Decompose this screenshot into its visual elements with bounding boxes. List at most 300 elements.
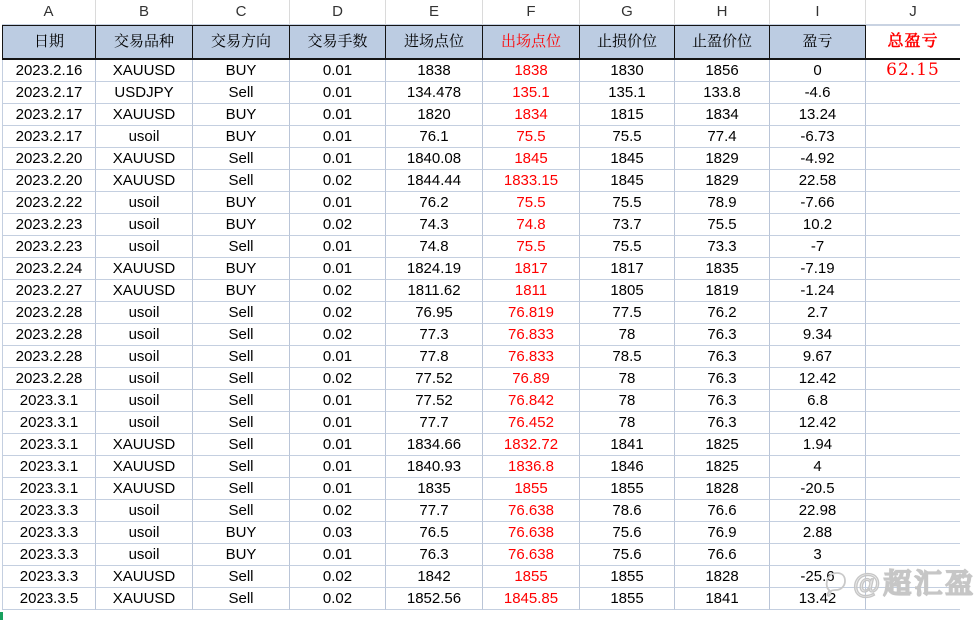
cell-G23[interactable]: 75.6 — [580, 544, 675, 566]
cell-D3[interactable]: 0.01 — [290, 104, 386, 126]
cell-I3[interactable]: 13.24 — [770, 104, 866, 126]
cell-B15[interactable]: usoil — [96, 368, 193, 390]
cell-B9[interactable]: usoil — [96, 236, 193, 258]
cell-B25[interactable]: XAUUSD — [96, 588, 193, 610]
cell-H16[interactable]: 76.3 — [675, 390, 770, 412]
cell-G22[interactable]: 75.6 — [580, 522, 675, 544]
cell-G25[interactable]: 1855 — [580, 588, 675, 610]
bottom-left-marker — [0, 612, 3, 620]
cell-I6[interactable]: 22.58 — [770, 170, 866, 192]
cell-E23[interactable]: 76.3 — [386, 544, 483, 566]
cell-I4[interactable]: -6.73 — [770, 126, 866, 148]
cell-E6[interactable]: 1844.44 — [386, 170, 483, 192]
cell-H14[interactable]: 76.3 — [675, 346, 770, 368]
cell-C5[interactable]: Sell — [193, 148, 290, 170]
table-row — [2, 126, 960, 148]
cell-B6[interactable]: XAUUSD — [96, 170, 193, 192]
cell-C14[interactable]: Sell — [193, 346, 290, 368]
cell-B14[interactable]: usoil — [96, 346, 193, 368]
cell-D1[interactable]: 0.01 — [290, 60, 386, 82]
cell-G7[interactable]: 75.5 — [580, 192, 675, 214]
cell-J3[interactable] — [866, 104, 960, 126]
cell-D12[interactable]: 0.02 — [290, 302, 386, 324]
header-col-C[interactable]: 交易方向 — [193, 25, 290, 60]
cell-A11[interactable]: 2023.2.27 — [2, 280, 96, 302]
cell-H1[interactable]: 1856 — [675, 60, 770, 82]
cell-I23[interactable]: 3 — [770, 544, 866, 566]
cell-A8[interactable]: 2023.2.23 — [2, 214, 96, 236]
cell-G24[interactable]: 1855 — [580, 566, 675, 588]
table-row — [2, 302, 960, 324]
cell-F15[interactable]: 76.89 — [483, 368, 580, 390]
cell-G14[interactable]: 78.5 — [580, 346, 675, 368]
cell-H9[interactable]: 73.3 — [675, 236, 770, 258]
cell-C10[interactable]: BUY — [193, 258, 290, 280]
cell-D8[interactable]: 0.02 — [290, 214, 386, 236]
cell-I24[interactable]: -25.6 — [770, 566, 866, 588]
cell-A12[interactable]: 2023.2.28 — [2, 302, 96, 324]
column-letter-G[interactable]: G — [580, 0, 675, 25]
cell-D5[interactable]: 0.01 — [290, 148, 386, 170]
cell-B24[interactable]: XAUUSD — [96, 566, 193, 588]
cell-I7[interactable]: -7.66 — [770, 192, 866, 214]
cell-E24[interactable]: 1842 — [386, 566, 483, 588]
cell-H12[interactable]: 76.2 — [675, 302, 770, 324]
cell-F20[interactable]: 1855 — [483, 478, 580, 500]
table-row — [2, 588, 960, 610]
cell-G5[interactable]: 1845 — [580, 148, 675, 170]
cell-E19[interactable]: 1840.93 — [386, 456, 483, 478]
table-row — [2, 170, 960, 192]
cell-A23[interactable]: 2023.3.3 — [2, 544, 96, 566]
table-row — [2, 368, 960, 390]
cell-F16[interactable]: 76.842 — [483, 390, 580, 412]
cell-I13[interactable]: 9.34 — [770, 324, 866, 346]
cell-I16[interactable]: 6.8 — [770, 390, 866, 412]
cell-F3[interactable]: 1834 — [483, 104, 580, 126]
cell-D11[interactable]: 0.02 — [290, 280, 386, 302]
cell-D4[interactable]: 0.01 — [290, 126, 386, 148]
cell-B20[interactable]: XAUUSD — [96, 478, 193, 500]
cell-F4[interactable]: 75.5 — [483, 126, 580, 148]
cell-I22[interactable]: 2.88 — [770, 522, 866, 544]
cell-F24[interactable]: 1855 — [483, 566, 580, 588]
cell-J8[interactable] — [866, 214, 960, 236]
cell-C17[interactable]: Sell — [193, 412, 290, 434]
table-body — [2, 60, 960, 610]
cell-A3[interactable]: 2023.2.17 — [2, 104, 96, 126]
cell-B3[interactable]: XAUUSD — [96, 104, 193, 126]
column-letter-D[interactable]: D — [290, 0, 386, 25]
cell-J6[interactable] — [866, 170, 960, 192]
cell-J19[interactable] — [866, 456, 960, 478]
cell-G19[interactable]: 1846 — [580, 456, 675, 478]
cell-F21[interactable]: 76.638 — [483, 500, 580, 522]
cell-F9[interactable]: 75.5 — [483, 236, 580, 258]
cell-I25[interactable]: 13.42 — [770, 588, 866, 610]
column-letter-J[interactable]: J — [866, 0, 960, 25]
cell-J4[interactable] — [866, 126, 960, 148]
cell-E11[interactable]: 1811.62 — [386, 280, 483, 302]
cell-G18[interactable]: 1841 — [580, 434, 675, 456]
table-row — [2, 324, 960, 346]
cell-D9[interactable]: 0.01 — [290, 236, 386, 258]
spreadsheet — [2, 0, 960, 610]
table-row — [2, 214, 960, 236]
cell-B12[interactable]: usoil — [96, 302, 193, 324]
cell-A24[interactable]: 2023.3.3 — [2, 566, 96, 588]
total-profit-value[interactable]: 62.15 — [866, 60, 960, 82]
cell-D20[interactable]: 0.01 — [290, 478, 386, 500]
cell-H3[interactable]: 1834 — [675, 104, 770, 126]
table-row — [2, 280, 960, 302]
cell-A14[interactable]: 2023.2.28 — [2, 346, 96, 368]
cell-B7[interactable]: usoil — [96, 192, 193, 214]
cell-B17[interactable]: usoil — [96, 412, 193, 434]
cell-H15[interactable]: 76.3 — [675, 368, 770, 390]
cell-D16[interactable]: 0.01 — [290, 390, 386, 412]
cell-A2[interactable]: 2023.2.17 — [2, 82, 96, 104]
cell-B5[interactable]: XAUUSD — [96, 148, 193, 170]
cell-I21[interactable]: 22.98 — [770, 500, 866, 522]
cell-G2[interactable]: 135.1 — [580, 82, 675, 104]
cell-C19[interactable]: Sell — [193, 456, 290, 478]
cell-A16[interactable]: 2023.3.1 — [2, 390, 96, 412]
cell-F11[interactable]: 1811 — [483, 280, 580, 302]
cell-H2[interactable]: 133.8 — [675, 82, 770, 104]
table-row — [2, 192, 960, 214]
cell-C15[interactable]: Sell — [193, 368, 290, 390]
cell-J25[interactable] — [866, 588, 960, 610]
cell-C12[interactable]: Sell — [193, 302, 290, 324]
cell-B4[interactable]: usoil — [96, 126, 193, 148]
cell-I15[interactable]: 12.42 — [770, 368, 866, 390]
cell-G17[interactable]: 78 — [580, 412, 675, 434]
cell-D14[interactable]: 0.01 — [290, 346, 386, 368]
cell-H8[interactable]: 75.5 — [675, 214, 770, 236]
table-row — [2, 434, 960, 456]
cell-B1[interactable]: XAUUSD — [96, 60, 193, 82]
cell-B16[interactable]: usoil — [96, 390, 193, 412]
cell-G10[interactable]: 1817 — [580, 258, 675, 280]
column-letter-H[interactable]: H — [675, 0, 770, 25]
cell-J21[interactable] — [866, 500, 960, 522]
cell-H19[interactable]: 1825 — [675, 456, 770, 478]
cell-E7[interactable]: 76.2 — [386, 192, 483, 214]
cell-E21[interactable]: 77.7 — [386, 500, 483, 522]
cell-H7[interactable]: 78.9 — [675, 192, 770, 214]
table-row — [2, 522, 960, 544]
table-row — [2, 104, 960, 126]
cell-E13[interactable]: 77.3 — [386, 324, 483, 346]
cell-I14[interactable]: 9.67 — [770, 346, 866, 368]
cell-E3[interactable]: 1820 — [386, 104, 483, 126]
cell-F2[interactable]: 135.1 — [483, 82, 580, 104]
cell-G12[interactable]: 77.5 — [580, 302, 675, 324]
cell-F1[interactable]: 1838 — [483, 60, 580, 82]
cell-E16[interactable]: 77.52 — [386, 390, 483, 412]
cell-J22[interactable] — [866, 522, 960, 544]
cell-G1[interactable]: 1830 — [580, 60, 675, 82]
cell-J5[interactable] — [866, 148, 960, 170]
cell-C2[interactable]: Sell — [193, 82, 290, 104]
cell-E22[interactable]: 76.5 — [386, 522, 483, 544]
column-letters-row — [2, 0, 960, 25]
column-letter-E[interactable]: E — [386, 0, 483, 25]
table-row — [2, 566, 960, 588]
cell-B10[interactable]: XAUUSD — [96, 258, 193, 280]
cell-D18[interactable]: 0.01 — [290, 434, 386, 456]
cell-I11[interactable]: -1.24 — [770, 280, 866, 302]
cell-J14[interactable] — [866, 346, 960, 368]
cell-B23[interactable]: usoil — [96, 544, 193, 566]
cell-C1[interactable]: BUY — [193, 60, 290, 82]
cell-C7[interactable]: BUY — [193, 192, 290, 214]
cell-H10[interactable]: 1835 — [675, 258, 770, 280]
cell-J2[interactable] — [866, 82, 960, 104]
cell-D17[interactable]: 0.01 — [290, 412, 386, 434]
cell-A4[interactable]: 2023.2.17 — [2, 126, 96, 148]
table-row — [2, 412, 960, 434]
cell-E8[interactable]: 74.3 — [386, 214, 483, 236]
cell-A17[interactable]: 2023.3.1 — [2, 412, 96, 434]
cell-E1[interactable]: 1838 — [386, 60, 483, 82]
column-letter-F[interactable]: F — [483, 0, 580, 25]
cell-G13[interactable]: 78 — [580, 324, 675, 346]
cell-E18[interactable]: 1834.66 — [386, 434, 483, 456]
cell-E2[interactable]: 134.478 — [386, 82, 483, 104]
cell-A18[interactable]: 2023.3.1 — [2, 434, 96, 456]
cell-E12[interactable]: 76.95 — [386, 302, 483, 324]
cell-A19[interactable]: 2023.3.1 — [2, 456, 96, 478]
cell-E5[interactable]: 1840.08 — [386, 148, 483, 170]
cell-J20[interactable] — [866, 478, 960, 500]
header-col-H[interactable]: 止盈价位 — [675, 25, 770, 60]
cell-E15[interactable]: 77.52 — [386, 368, 483, 390]
cell-C9[interactable]: Sell — [193, 236, 290, 258]
cell-J11[interactable] — [866, 280, 960, 302]
cell-I2[interactable]: -4.6 — [770, 82, 866, 104]
cell-D21[interactable]: 0.02 — [290, 500, 386, 522]
cell-A9[interactable]: 2023.2.23 — [2, 236, 96, 258]
table-row — [2, 390, 960, 412]
cell-G6[interactable]: 1845 — [580, 170, 675, 192]
cell-D6[interactable]: 0.02 — [290, 170, 386, 192]
table-row — [2, 82, 960, 104]
cell-J9[interactable] — [866, 236, 960, 258]
cell-D23[interactable]: 0.01 — [290, 544, 386, 566]
cell-I18[interactable]: 1.94 — [770, 434, 866, 456]
cell-A5[interactable]: 2023.2.20 — [2, 148, 96, 170]
cell-C3[interactable]: BUY — [193, 104, 290, 126]
cell-E4[interactable]: 76.1 — [386, 126, 483, 148]
cell-C18[interactable]: Sell — [193, 434, 290, 456]
cell-C6[interactable]: Sell — [193, 170, 290, 192]
watermark-text: @超汇盈 — [853, 568, 976, 599]
cell-F10[interactable]: 1817 — [483, 258, 580, 280]
cell-D10[interactable]: 0.01 — [290, 258, 386, 280]
cell-I17[interactable]: 12.42 — [770, 412, 866, 434]
cell-H18[interactable]: 1825 — [675, 434, 770, 456]
cell-E9[interactable]: 74.8 — [386, 236, 483, 258]
cell-C21[interactable]: Sell — [193, 500, 290, 522]
cell-F22[interactable]: 76.638 — [483, 522, 580, 544]
column-letter-C[interactable]: C — [193, 0, 290, 25]
cell-H6[interactable]: 1829 — [675, 170, 770, 192]
cell-B8[interactable]: usoil — [96, 214, 193, 236]
cell-A10[interactable]: 2023.2.24 — [2, 258, 96, 280]
cell-D7[interactable]: 0.01 — [290, 192, 386, 214]
table-row — [2, 478, 960, 500]
header-col-F[interactable]: 出场点位 — [483, 25, 580, 60]
cell-J12[interactable] — [866, 302, 960, 324]
cell-H22[interactable]: 76.9 — [675, 522, 770, 544]
table-row — [2, 346, 960, 368]
header-col-B[interactable]: 交易品种 — [96, 25, 193, 60]
cell-F7[interactable]: 75.5 — [483, 192, 580, 214]
cell-I1[interactable]: 0 — [770, 60, 866, 82]
cell-J13[interactable] — [866, 324, 960, 346]
cell-C4[interactable]: BUY — [193, 126, 290, 148]
cell-B19[interactable]: XAUUSD — [96, 456, 193, 478]
cell-H20[interactable]: 1828 — [675, 478, 770, 500]
cell-A7[interactable]: 2023.2.22 — [2, 192, 96, 214]
cell-F17[interactable]: 76.452 — [483, 412, 580, 434]
cell-J16[interactable] — [866, 390, 960, 412]
cell-F14[interactable]: 76.833 — [483, 346, 580, 368]
cell-G9[interactable]: 75.5 — [580, 236, 675, 258]
cell-D22[interactable]: 0.03 — [290, 522, 386, 544]
header-col-D[interactable]: 交易手数 — [290, 25, 386, 60]
cell-C13[interactable]: Sell — [193, 324, 290, 346]
cell-C22[interactable]: BUY — [193, 522, 290, 544]
table-row — [2, 544, 960, 566]
table-row — [2, 500, 960, 522]
cell-G16[interactable]: 78 — [580, 390, 675, 412]
cell-G3[interactable]: 1815 — [580, 104, 675, 126]
cell-I8[interactable]: 10.2 — [770, 214, 866, 236]
cell-F12[interactable]: 76.819 — [483, 302, 580, 324]
cell-F19[interactable]: 1836.8 — [483, 456, 580, 478]
cell-A13[interactable]: 2023.2.28 — [2, 324, 96, 346]
cell-B11[interactable]: XAUUSD — [96, 280, 193, 302]
cell-A6[interactable]: 2023.2.20 — [2, 170, 96, 192]
cell-B13[interactable]: usoil — [96, 324, 193, 346]
cell-I5[interactable]: -4.92 — [770, 148, 866, 170]
cell-B22[interactable]: usoil — [96, 522, 193, 544]
cell-F13[interactable]: 76.833 — [483, 324, 580, 346]
cell-H25[interactable]: 1841 — [675, 588, 770, 610]
table-header-row — [2, 25, 960, 60]
cell-A25[interactable]: 2023.3.5 — [2, 588, 96, 610]
cell-H24[interactable]: 1828 — [675, 566, 770, 588]
cell-J7[interactable] — [866, 192, 960, 214]
cell-H4[interactable]: 77.4 — [675, 126, 770, 148]
cell-G11[interactable]: 1805 — [580, 280, 675, 302]
column-letter-B[interactable]: B — [96, 0, 193, 25]
cell-F5[interactable]: 1845 — [483, 148, 580, 170]
cell-C20[interactable]: Sell — [193, 478, 290, 500]
cell-A1[interactable]: 2023.2.16 — [2, 60, 96, 82]
table-row — [2, 456, 960, 478]
cell-H21[interactable]: 76.6 — [675, 500, 770, 522]
cell-H17[interactable]: 76.3 — [675, 412, 770, 434]
cell-D15[interactable]: 0.02 — [290, 368, 386, 390]
cell-D24[interactable]: 0.02 — [290, 566, 386, 588]
cell-I9[interactable]: -7 — [770, 236, 866, 258]
cell-I12[interactable]: 2.7 — [770, 302, 866, 324]
cell-J18[interactable] — [866, 434, 960, 456]
cell-C16[interactable]: Sell — [193, 390, 290, 412]
cell-D13[interactable]: 0.02 — [290, 324, 386, 346]
cell-F18[interactable]: 1832.72 — [483, 434, 580, 456]
header-col-I[interactable]: 盈亏 — [770, 25, 866, 60]
cell-J17[interactable] — [866, 412, 960, 434]
table-row — [2, 236, 960, 258]
cell-F25[interactable]: 1845.85 — [483, 588, 580, 610]
cell-J24[interactable] — [866, 566, 960, 588]
cell-E10[interactable]: 1824.19 — [386, 258, 483, 280]
cell-G20[interactable]: 1855 — [580, 478, 675, 500]
cell-G15[interactable]: 78 — [580, 368, 675, 390]
header-col-J[interactable]: 总盈亏 — [866, 25, 960, 60]
cell-E17[interactable]: 77.7 — [386, 412, 483, 434]
cell-I10[interactable]: -7.19 — [770, 258, 866, 280]
cell-F8[interactable]: 74.8 — [483, 214, 580, 236]
cell-C24[interactable]: Sell — [193, 566, 290, 588]
cell-B2[interactable]: USDJPY — [96, 82, 193, 104]
cell-F23[interactable]: 76.638 — [483, 544, 580, 566]
cell-H23[interactable]: 76.6 — [675, 544, 770, 566]
header-col-G[interactable]: 止损价位 — [580, 25, 675, 60]
cell-F6[interactable]: 1833.15 — [483, 170, 580, 192]
cell-D25[interactable]: 0.02 — [290, 588, 386, 610]
cell-A15[interactable]: 2023.2.28 — [2, 368, 96, 390]
cell-H5[interactable]: 1829 — [675, 148, 770, 170]
table-row — [2, 60, 960, 82]
cell-H13[interactable]: 76.3 — [675, 324, 770, 346]
cell-H11[interactable]: 1819 — [675, 280, 770, 302]
column-letter-I[interactable]: I — [770, 0, 866, 25]
cell-C23[interactable]: BUY — [193, 544, 290, 566]
cell-J10[interactable] — [866, 258, 960, 280]
cell-C25[interactable]: Sell — [193, 588, 290, 610]
table-row — [2, 258, 960, 280]
cell-G4[interactable]: 75.5 — [580, 126, 675, 148]
cell-J23[interactable] — [866, 544, 960, 566]
cell-B18[interactable]: XAUUSD — [96, 434, 193, 456]
cell-C11[interactable]: BUY — [193, 280, 290, 302]
cell-A20[interactable]: 2023.3.1 — [2, 478, 96, 500]
column-letter-A[interactable]: A — [2, 0, 96, 25]
cell-A22[interactable]: 2023.3.3 — [2, 522, 96, 544]
cell-A21[interactable]: 2023.3.3 — [2, 500, 96, 522]
header-col-A[interactable]: 日期 — [2, 25, 96, 60]
cell-E14[interactable]: 77.8 — [386, 346, 483, 368]
header-col-E[interactable]: 进场点位 — [386, 25, 483, 60]
cell-G21[interactable]: 78.6 — [580, 500, 675, 522]
cell-C8[interactable]: BUY — [193, 214, 290, 236]
cell-D2[interactable]: 0.01 — [290, 82, 386, 104]
cell-I19[interactable]: 4 — [770, 456, 866, 478]
cell-G8[interactable]: 73.7 — [580, 214, 675, 236]
cell-E25[interactable]: 1852.56 — [386, 588, 483, 610]
cell-D19[interactable]: 0.01 — [290, 456, 386, 478]
cell-E20[interactable]: 1835 — [386, 478, 483, 500]
cell-B21[interactable]: usoil — [96, 500, 193, 522]
cell-I20[interactable]: -20.5 — [770, 478, 866, 500]
cell-J15[interactable] — [866, 368, 960, 390]
